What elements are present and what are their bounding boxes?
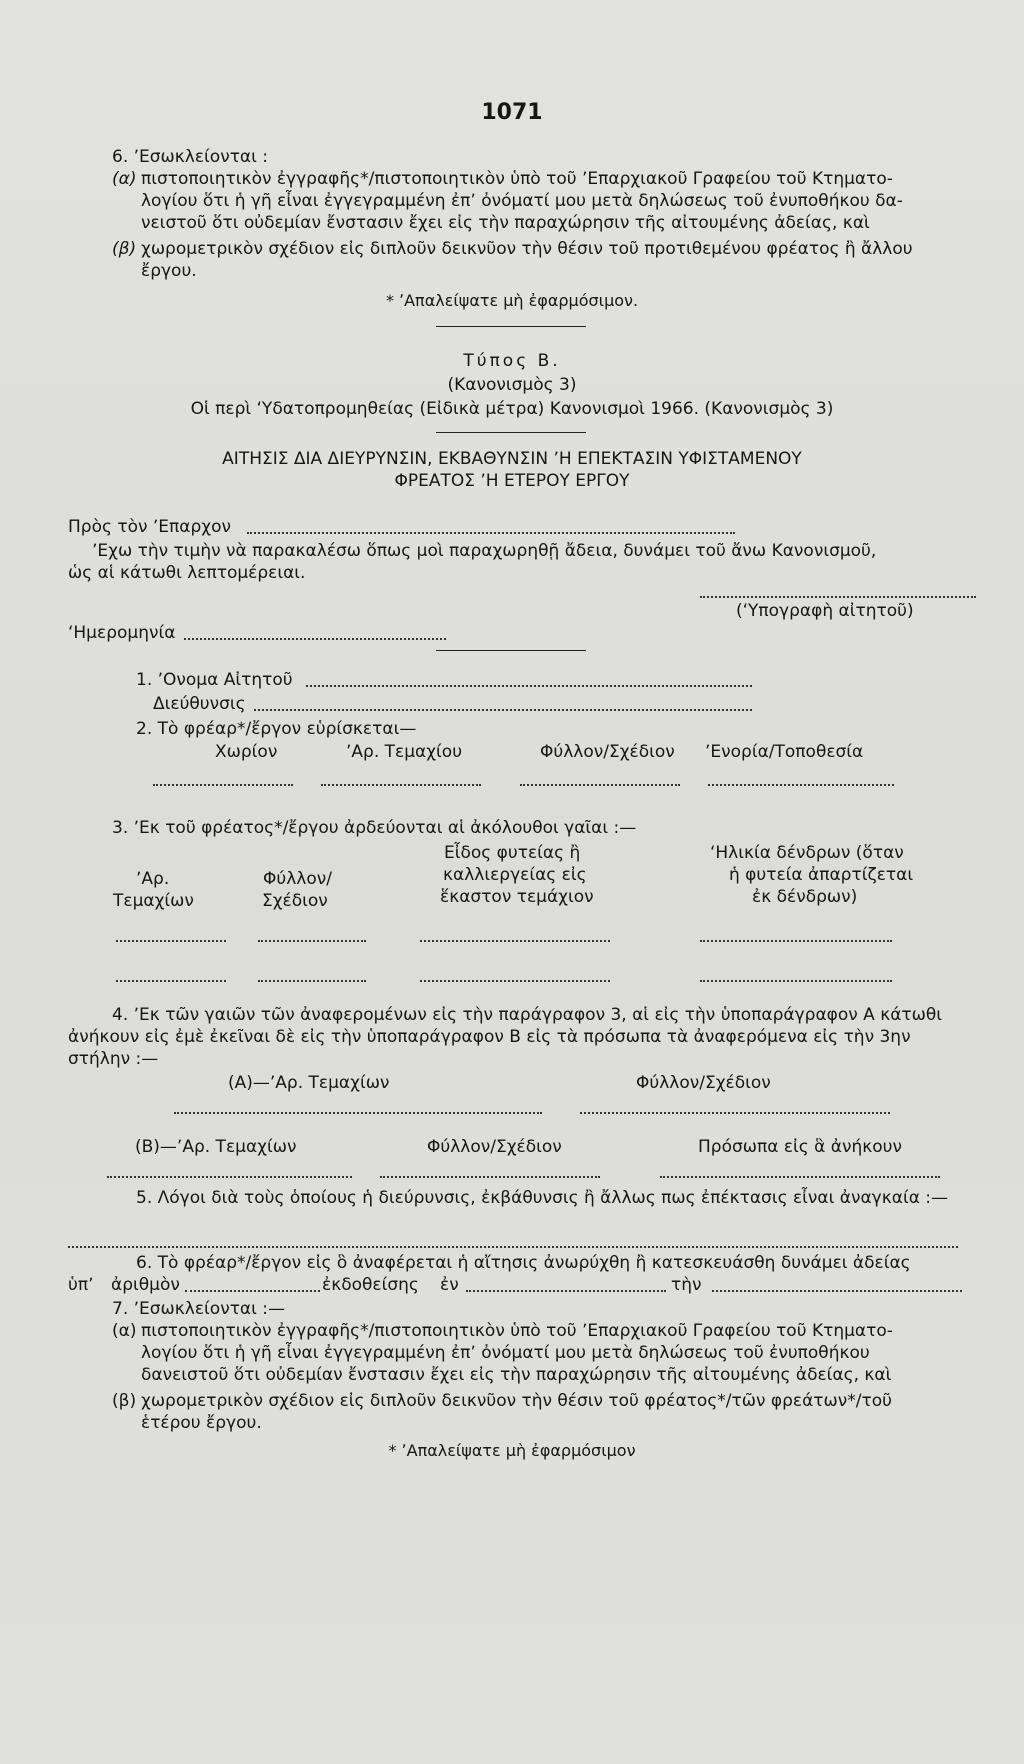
request-line: ʼΕχω τὴν τιμὴν νὰ παρακαλέσω ὅπως μοὶ παραχωρηθῇ ἄδεια, δυνάμει τοῦ ἄνω Κανονισμοῦ, xyxy=(92,541,877,561)
field3-sheet-field[interactable] xyxy=(258,940,366,942)
application-title: ΑΙΤΗΣΙΣ ΔΙΑ ΔΙΕΥΡΥΝΣΙΝ, ΕΚΒΑΘΥΝΣΙΝ ʼΗ ΕΠΕΚΤΑΣΙΝ ΥΦΙΣΤΑΜΕΝΟΥ xyxy=(222,449,802,469)
section6-a-label: (α) xyxy=(112,169,137,189)
section6-b-line: ἔργου. xyxy=(141,261,197,281)
field3-col1: Τεμαχίων xyxy=(113,891,194,911)
field3-plots-field[interactable] xyxy=(116,940,226,942)
field4-B-sheet-label: Φύλλον/Σχέδιον xyxy=(427,1137,562,1157)
signature-label: (ʻΥπογραφὴ αἰτητοῦ) xyxy=(736,601,914,621)
section6-b-line: χωρομετρικὸν σχέδιον εἰς διπλοῦν δεικνῦον τὴν θέσιν τοῦ προτιθεμένου φρέατος ἢ ἄλλου xyxy=(141,239,913,259)
section6-a-line: λογίου ὅτι ἡ γῆ εἶναι ἐγγεγραμμένη ἐπʼ ὀνόματί μου μετὰ δηλώσεως τοῦ ἐνυποθήκου δα- xyxy=(141,191,903,211)
field3-age-field[interactable] xyxy=(700,940,892,942)
regulation-title: Οἱ περὶ ʻΥδατοπρομηθείας (Εἰδικὰ μέτρα) Κανονισμοὶ 1966. (Κανονισμὸς 3) xyxy=(190,399,834,419)
field4-B-sheet-field[interactable] xyxy=(380,1176,600,1178)
field3-col3: ἕκαστον τεμάχιον xyxy=(440,887,594,907)
divider xyxy=(436,326,586,327)
divider xyxy=(436,650,586,651)
section7-note: * ʼΑπαλείψατε μὴ ἐφαρμόσιμον xyxy=(388,1441,636,1460)
field4-B-persons-field[interactable] xyxy=(660,1176,940,1178)
field5-label: 5. Λόγοι διὰ τοὺς ὁποίους ἡ διεύρυνσις, ἐκβάθυνσις ἢ ἄλλως πως ἐπέκτασις εἶναι ἀναγκαία :— xyxy=(136,1188,949,1208)
field3-col3: Εἶδος φυτείας ἢ xyxy=(444,843,581,863)
field4-B-plots-label: (Β)—ʼΑρ. Τεμαχίων xyxy=(135,1137,297,1157)
field4-A-sheet-label: Φύλλον/Σχέδιον xyxy=(636,1073,771,1093)
field6-up: ὑπʼ xyxy=(68,1275,94,1295)
application-title: ΦΡΕΑΤΟΣ ʼΗ ΕΤΕΡΟΥ ΕΡΓΟΥ xyxy=(394,471,630,491)
field2-locality-field[interactable] xyxy=(708,784,894,786)
field1-address-label: Διεύθυνσις xyxy=(153,694,246,714)
section6-a-line: νειστοῦ ὅτι οὐδεμίαν ἔνστασιν ἔχει εἰς τὴν παραχώρησιν τῆς αἰτουμένης ἀδείας, καὶ xyxy=(141,213,870,233)
addressee-field[interactable] xyxy=(247,532,735,534)
field2-col-sheet: Φύλλον/Σχέδιον xyxy=(540,742,675,762)
applicant-name-field[interactable] xyxy=(306,685,752,687)
field3-col4: ʻΗλικία δένδρων (ὅταν xyxy=(710,843,904,863)
addressee-label: Πρὸς τὸν ʼΕπαρχον xyxy=(68,517,231,537)
regulation-ref: (Κανονισμὸς 3) xyxy=(447,375,577,395)
field4-B-plots-field[interactable] xyxy=(107,1176,352,1178)
field3-plots-field[interactable] xyxy=(116,980,226,982)
section6-a-line: πιστοποιητικὸν ἐγγραφῆς*/πιστοποιητικὸν ὑπὸ τοῦ ʼΕπαρχιακοῦ Γραφείου τοῦ Κτηματο- xyxy=(141,169,893,189)
field3-col4: ἡ φυτεία ἀπαρτίζεται xyxy=(729,865,914,885)
field4-A-plots-field[interactable] xyxy=(174,1112,542,1114)
section7-b-label: (β) xyxy=(112,1391,137,1411)
request-line: ὡς αἱ κάτωθι λεπτομέρειαι. xyxy=(68,563,306,583)
section6-heading: 6. ʼΕσωκλείονται : xyxy=(112,147,269,167)
field6-number-label: ἀριθμὸν xyxy=(111,1275,180,1295)
section6-b-label: (β) xyxy=(112,239,137,259)
section7-b-line: ἑτέρου ἔργου. xyxy=(141,1413,262,1433)
field3-crop-field[interactable] xyxy=(420,980,610,982)
field4-line: στήλην :— xyxy=(68,1049,159,1069)
field6-the-label: τὴν xyxy=(671,1275,702,1295)
date-label: ʻΗμερομηνία xyxy=(68,623,176,643)
field2-sheet-field[interactable] xyxy=(520,784,680,786)
field4-A-sheet-field[interactable] xyxy=(580,1112,890,1114)
field3-col1: ʼΑρ. xyxy=(136,869,170,889)
field2-plot-field[interactable] xyxy=(321,784,481,786)
field4-line: ἀνήκουν εἰς ἐμὲ ἐκεῖναι δὲ εἰς τὴν ὑποπαράγραφον Β εἰς τὰ πρόσωπα τὰ ἀναφερόμενα εἰς τὴν 3ην xyxy=(68,1027,911,1047)
applicant-address-field[interactable] xyxy=(254,709,752,711)
permit-date-field[interactable] xyxy=(712,1290,962,1292)
field3-crop-field[interactable] xyxy=(420,940,610,942)
field2-col-village: Χωρίον xyxy=(215,742,278,762)
section7-a-line: λογίου ὅτι ἡ γῆ εἶναι ἐγγεγραμμένη ἐπʼ ὀνόματί μου μετὰ δηλώσεως τοῦ ἐνυποθήκου xyxy=(141,1343,870,1363)
section7-a-label: (α) xyxy=(112,1321,137,1341)
permit-number-field[interactable] xyxy=(185,1290,320,1292)
section7-heading: 7. ʼΕσωκλείονται :— xyxy=(112,1299,286,1319)
field3-age-field[interactable] xyxy=(700,980,892,982)
field3-col2: Φύλλον/ xyxy=(263,869,332,889)
type-heading: Τύπος Β. xyxy=(463,351,561,371)
field3-sheet-field[interactable] xyxy=(258,980,366,982)
field2-col-plot: ʼΑρ. Τεμαχίου xyxy=(346,742,463,762)
field4-B-persons-label: Πρόσωπα εἰς ἃ ἀνήκουν xyxy=(698,1137,902,1157)
section7-a-line: δανειστοῦ ὅτι οὐδεμίαν ἔνστασιν ἔχει εἰς τὴν παραχώρησιν τῆς αἰτουμένης ἀδείας, καὶ xyxy=(141,1365,892,1385)
page-number: 1071 xyxy=(481,100,543,125)
field6-issued-label: ἐκδοθείσης xyxy=(322,1275,419,1295)
date-field[interactable] xyxy=(184,638,446,640)
field3-col4: ἐκ δένδρων) xyxy=(752,887,858,907)
field2-village-field[interactable] xyxy=(153,784,293,786)
section6-note: * ʼΑπαλείψατε μὴ ἐφαρμόσιμον. xyxy=(385,291,639,310)
section7-a-line: πιστοποιητικὸν ἐγγραφῆς*/πιστοποιητικὸν ὑπὸ τοῦ ʼΕπαρχιακοῦ Γραφείου τοῦ Κτηματο- xyxy=(141,1321,893,1341)
field3-col3: καλλιεργείας εἰς xyxy=(443,865,587,885)
field2-col-locality: ʼΕνορία/Τοποθεσία xyxy=(705,742,864,762)
field2-heading: 2. Τὸ φρέαρ*/ἔργον εὑρίσκεται— xyxy=(136,719,417,739)
permit-place-field[interactable] xyxy=(466,1290,666,1292)
field4-A-plots-label: (Α)—ʼΑρ. Τεμαχίων xyxy=(228,1073,390,1093)
signature-field[interactable] xyxy=(700,596,976,598)
field6-line: 6. Τὸ φρέαρ*/ἔργον εἰς ὃ ἀναφέρεται ἡ αἴτησις ἀνωρύχθη ἢ κατεσκευάσθη δυνάμει ἀδείας xyxy=(136,1253,911,1273)
section7-b-line: χωρομετρικὸν σχέδιον εἰς διπλοῦν δεικνῦον τὴν θέσιν τοῦ φρέατος*/τῶν φρεάτων*/τοῦ xyxy=(141,1391,892,1411)
divider xyxy=(436,432,586,433)
field3-heading: 3. ʼΕκ τοῦ φρέατος*/ἔργου ἀρδεύονται αἱ ἀκόλουθοι γαῖαι :— xyxy=(112,818,637,838)
field3-col2: Σχέδιον xyxy=(262,891,328,911)
field5-reasons-field[interactable] xyxy=(68,1246,958,1248)
field4-line: 4. ʼΕκ τῶν γαιῶν τῶν ἀναφερομένων εἰς τὴν παράγραφον 3, αἱ εἰς τὴν ὑποπαράγραφον Α κάτωθι xyxy=(112,1005,943,1025)
field1-name-label: 1. ʼΟνομα Αἰτητοῦ xyxy=(136,670,293,690)
field6-on-label: ἐν xyxy=(440,1275,459,1295)
